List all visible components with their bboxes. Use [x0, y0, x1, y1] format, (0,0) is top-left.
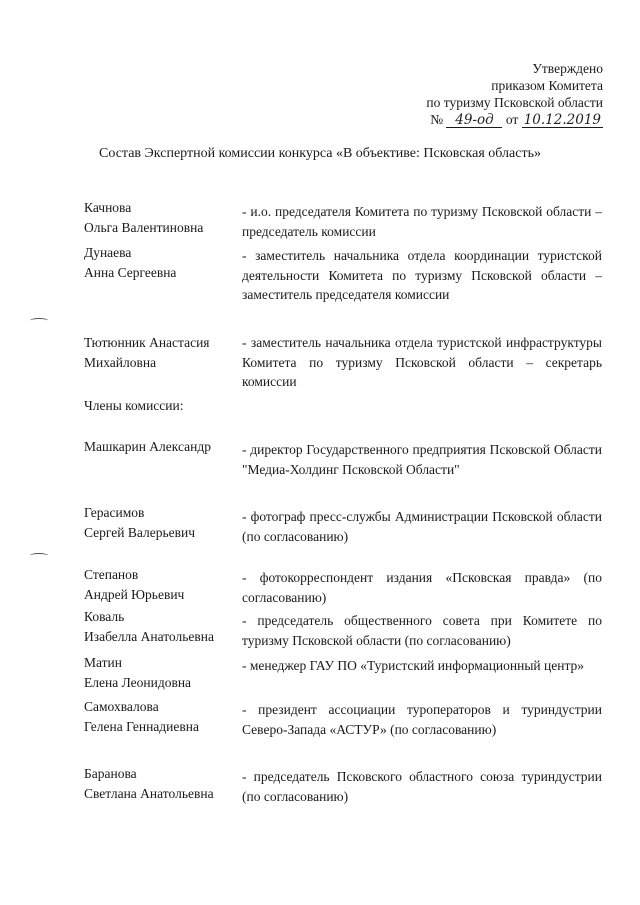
- surname: Баранова: [84, 766, 137, 781]
- given-names: Светлана Анатольевна: [84, 786, 214, 801]
- member-role: - фотокорреспондент издания «Псковская правда» (по согласованию): [242, 570, 602, 605]
- member-role: - президент ассоциации туроператоров и туриндустрии Северо-Запада «АСТУР» (по согласованию): [242, 702, 602, 737]
- leader-role: - заместитель начальника отдела координации туристской деятельности Комитета по туризму Псковской области – заместитель председателя комиссии: [242, 248, 602, 302]
- order-number: 49-од: [446, 113, 502, 128]
- surname: Матин: [84, 655, 122, 670]
- given-names: Андрей Юрьевич: [84, 587, 185, 602]
- order-date: 10.12.2019: [523, 112, 601, 128]
- member-role: - председатель общественного совета при Комитете по туризму Псковской области (по согласованию): [242, 613, 602, 648]
- surname: Герасимов: [84, 505, 145, 520]
- given-names: Елена Леонидовна: [84, 675, 192, 690]
- given-names: Ольга Валентиновна: [84, 220, 204, 235]
- margin-mark: [30, 318, 48, 323]
- given-names: Анна Сергеевна: [84, 265, 177, 280]
- given-names: Сергей Валерьевич: [84, 525, 195, 540]
- members-heading: Члены комиссии:: [84, 398, 184, 413]
- approval-line-1: Утверждено: [532, 61, 603, 76]
- given-names: Гелена Геннадиевна: [84, 719, 199, 734]
- member-name: [84, 764, 232, 804]
- member-name: [84, 565, 232, 605]
- surname: Машкарин Александр: [84, 439, 212, 454]
- member-name: [84, 653, 232, 693]
- leader-name: [84, 198, 232, 238]
- surname: Тютюнник Анастасия: [84, 335, 210, 350]
- order-number-label: №: [430, 112, 444, 127]
- surname: Качнова: [84, 200, 132, 215]
- document-title: Состав Экспертной комиссии конкурса «В объективе: Псковская область»: [99, 146, 541, 161]
- leader-name: [84, 333, 232, 373]
- member-name: [84, 437, 232, 457]
- member-role: - председатель Псковского областного союза туриндустрии (по согласованию): [242, 769, 602, 804]
- given-names: Михайловна: [84, 355, 157, 370]
- surname: Самохвалова: [84, 699, 159, 714]
- leader-role: - заместитель начальника отдела туристской инфраструктуры Комитета по туризму Псковской области – секретарь комиссии: [242, 335, 602, 389]
- member-role: - директор Государственного предприятия Псковской Области "Медиа-Холдинг Псковской Области": [242, 442, 602, 477]
- approval-line-2: приказом Комитета: [491, 78, 603, 93]
- leader-name: [84, 243, 232, 283]
- surname: Степанов: [84, 567, 139, 582]
- surname: Дунаева: [84, 245, 132, 260]
- member-name: [84, 503, 232, 543]
- member-role: - фотограф пресс-службы Администрации Псковской области (по согласованию): [242, 509, 602, 544]
- member-name: [84, 697, 232, 737]
- margin-mark: [30, 553, 48, 558]
- given-names: Изабелла Анатольевна: [84, 629, 214, 644]
- order-date-label: от: [505, 112, 519, 127]
- leader-role: - и.о. председателя Комитета по туризму Псковской области – председатель комиссии: [242, 204, 602, 239]
- member-name: [84, 607, 232, 647]
- approval-stamp: [426, 60, 603, 128]
- surname: Коваль: [84, 609, 125, 624]
- approval-order-line: [426, 111, 603, 128]
- member-role: - менеджер ГАУ ПО «Туристский информационный центр»: [242, 658, 585, 673]
- approval-line-3: по туризму Псковской области: [426, 95, 603, 110]
